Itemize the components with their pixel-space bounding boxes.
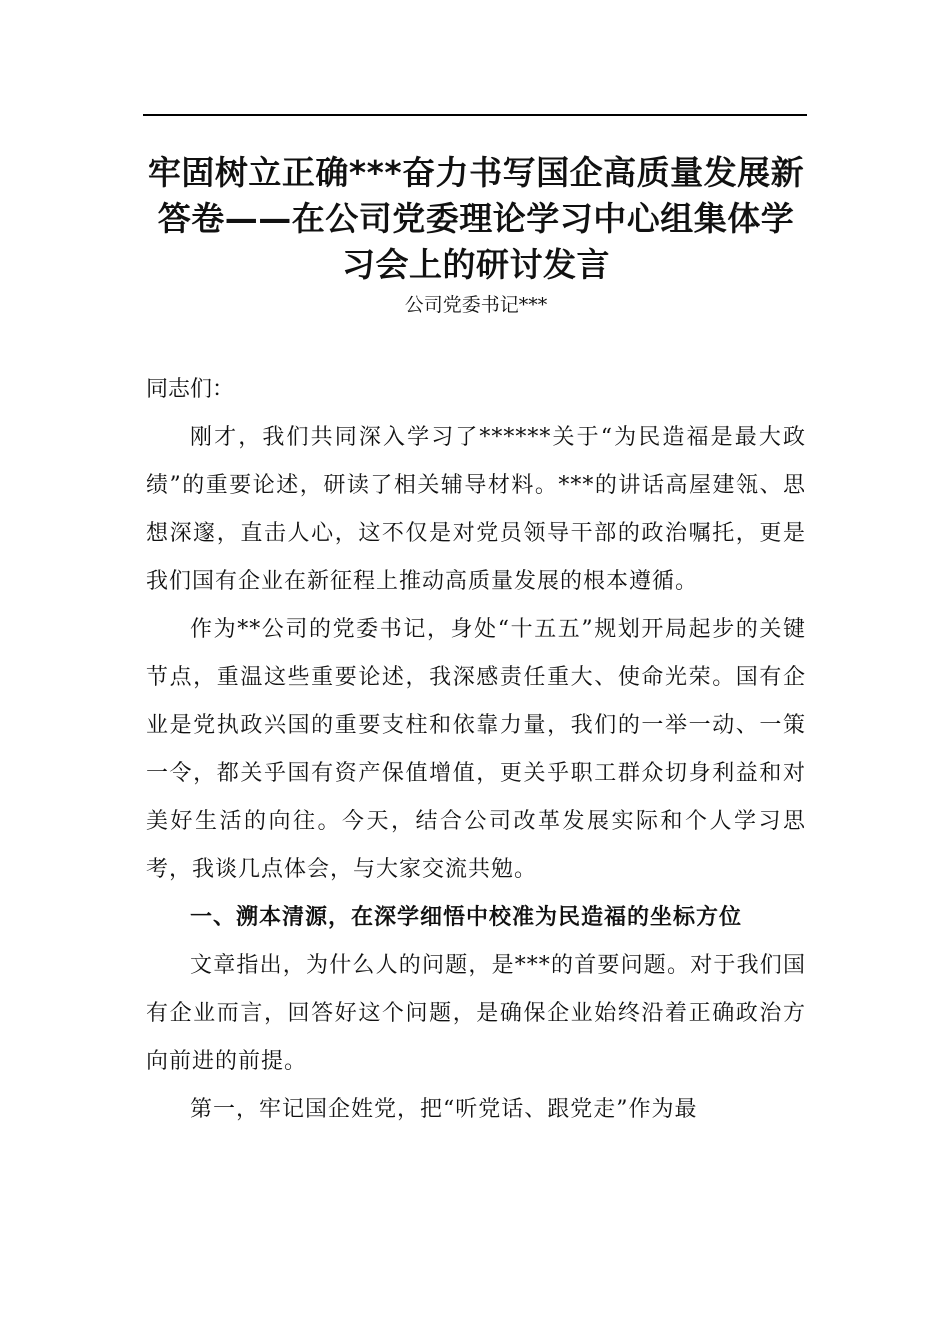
salutation: 同志们： (146, 377, 235, 402)
document-body (146, 150, 806, 1134)
body-paragraph: 作为**公司的党委书记，身处“十五五”规划开局起步的关键节点，重温这些重要论述，我深感责任重大、使命光荣。国有企业是党执政兴国的重要支柱和依靠力量，我们的一举一动、一策一令，都关乎国有资产保值增值，更关乎职工群众切身利益和对美好生活的向往。今天，结合公司改革发展实际和个人学习思考，我谈几点体会，与大家交流共勉。 (146, 617, 806, 882)
body-paragraph: 文章指出，为什么人的问题，是***的首要问题。对于我们国有企业而言，回答好这个问题，是确保企业始终沿着正确政治方向前进的前提。 (146, 953, 806, 1074)
body-paragraph: 第一，牢记国企姓党，把“听党话、跟党走”作为最 (190, 1097, 698, 1122)
header-rule (143, 114, 807, 116)
body-paragraph: 刚才，我们共同深入学习了******关于“为民造福是最大政绩”的重要论述，研读了相关辅导材料。***的讲话高屋建瓴、思想深邃，直击人心，这不仅是对党员领导干部的政治嘱托，更是我们国有企业在新征程上推动高质量发展的根本遵循。 (146, 425, 806, 594)
section-heading: 一、溯本清源，在深学细悟中校准为民造福的坐标方位 (190, 905, 743, 930)
document-title: 牢固树立正确***奋力书写国企高质量发展新答卷——在公司党委理论学习中心组集体学习会上的研讨发言 (147, 153, 805, 284)
document-author: 公司党委书记*** (404, 294, 548, 316)
